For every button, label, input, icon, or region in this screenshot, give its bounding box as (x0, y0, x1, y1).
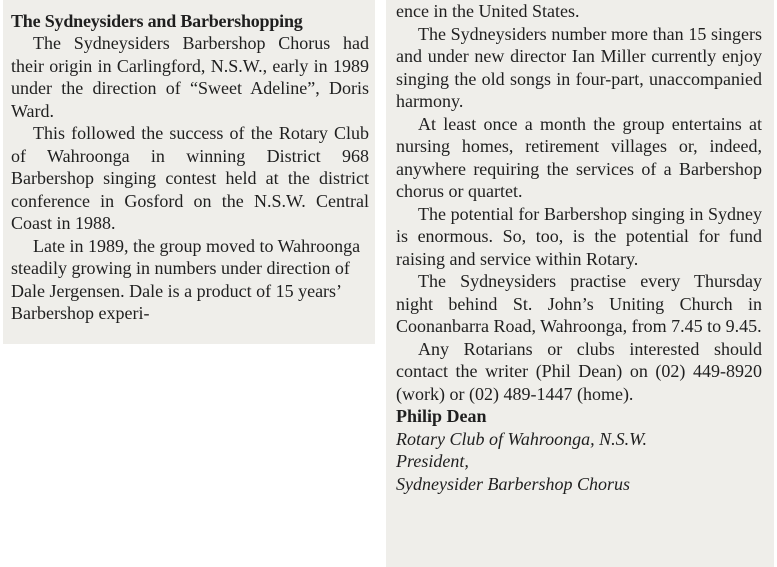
signature-chorus: Sydneysider Barbershop Chorus (396, 473, 630, 494)
article-column-left (3, 0, 375, 344)
paragraph-practise: The Sydneysiders practise every Thursday night behind St. John’s Uniting Church in Coonanbarra Road, Wahroonga, from 7.45 to 9.45. (396, 271, 762, 336)
signature-title: President, (396, 451, 469, 471)
paragraph-continuation: ence in the United States. (396, 1, 580, 21)
paragraph-origin: The Sydneysiders Barbershop Chorus had their origin in Carlingford, N.S.W., early in 1989 under the direction of “Sweet Adeline”, Doris Ward. (11, 33, 369, 121)
article-headline: The Sydneysiders and Barbershopping (11, 11, 303, 31)
article-column-right (386, 0, 774, 567)
paragraph-contact: Any Rotarians or clubs interested should contact the writer (Phil Dean) on (02) 449-8920 (work) or (02) 489-1447 (home). (396, 338, 762, 404)
paragraph-potential: The potential for Barbershop singing in Sydney is enormous. So, too, is the potential for fund raising and service within Rotary. (396, 203, 762, 269)
signature-name: Philip Dean (396, 406, 487, 426)
paragraph-move-wahroonga: Late in 1989, the group moved to Wahroonga steadily growing in numbers under direction of Dale Jergensen. Dale is a product of 15 years’ Barbershop experi- (11, 235, 361, 323)
paragraph-district-contest: This followed the success of the Rotary Club of Wahroonga in winning District 968 Barbershop singing contest held at the district conference in Gosford on the N.S.W. Central Coast in 1988. (11, 123, 369, 233)
signature-club: Rotary Club of Wahroonga, N.S.W. (396, 428, 648, 449)
paragraph-entertains: At least once a month the group entertains at nursing homes, retirement villages or, indeed, anywhere requiring the services of a Barbershop chorus or quartet. (396, 113, 762, 201)
paragraph-members: The Sydneysiders number more than 15 singers and under new director Ian Miller currently enjoy singing the old songs in four-part, unaccompanied harmony. (396, 23, 762, 111)
